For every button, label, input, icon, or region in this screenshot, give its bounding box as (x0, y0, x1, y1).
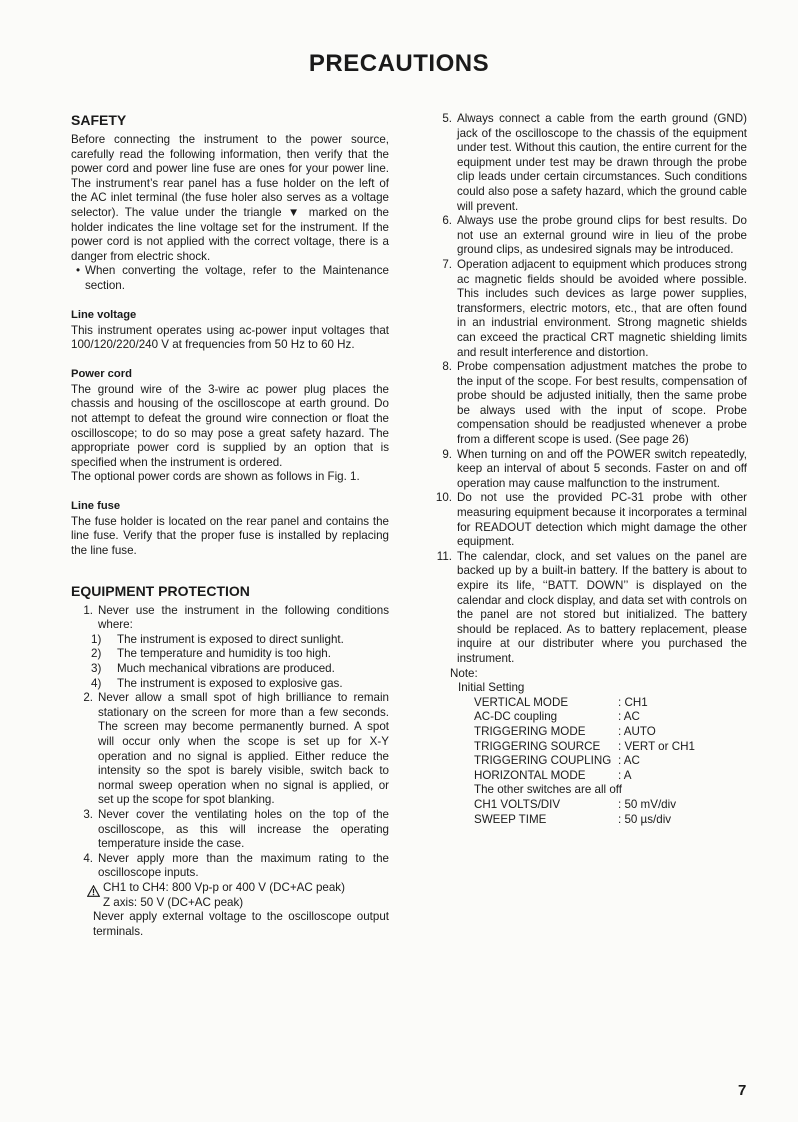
sub-item-text: The instrument is exposed to explosive gas. (117, 676, 343, 690)
setting-value: : 50 mV/div (618, 797, 676, 811)
list-item (71, 604, 389, 633)
power-cord-text: The ground wire of the 3-wire ac power plug places the chassis and housing of the oscilloscope at earth ground. Do not attempt to defeat the ground wire connection or float the oscilloscope; to do so may pose a great safety hazard. The appropriate power cord is supplied by an option that is specified when the instrument is ordered. (71, 382, 389, 469)
setting-row (450, 710, 747, 725)
setting-value: : CH1 (618, 695, 648, 709)
item-number: 8. (442, 360, 452, 374)
item-number: 5. (442, 112, 452, 125)
setting-key: TRIGGERING MODE (474, 724, 586, 738)
page-number: 7 (738, 1082, 747, 1099)
item-text: Do not use the provided PC-31 probe with other measuring equipment because it incorporates a terminal for READOUT detection which might damage the other equipment. (457, 491, 747, 549)
left-column (71, 112, 389, 939)
item-number: 6. (442, 214, 452, 228)
setting-row (450, 696, 747, 711)
item-text: Never allow a small spot of high brilliance to remain stationary on the screen for more than a few seconds. The screen may become permanently burned. A spot will occur only when the scope is set up for X-Y operation and no signal is applied. Either reduce the intensity so the spot is barely visible, switch back to normal sweep operation when no signal is applied, or set up the scope for spot blanking. (98, 691, 389, 807)
list-item (428, 550, 747, 667)
max-rating-block (71, 881, 389, 910)
setting-value: : AC (618, 754, 640, 768)
setting-row (450, 798, 747, 813)
other-switches-note: The other switches are all off (474, 783, 623, 797)
setting-row (450, 769, 747, 784)
item-text: Always use the probe ground clips for best results. Do not use an external ground wire in lieu of the probe ground clips, as undesired signals may be introduced. (457, 214, 747, 257)
setting-key: AC-DC coupling (474, 710, 558, 724)
sub-list-item (71, 633, 389, 648)
item-text: When turning on and off the POWER switch repeatedly, keep an interval of about 5 seconds. Faster on and off operation may cause malfunction to the instrument. (457, 447, 747, 490)
line-voltage-heading: Line voltage (71, 308, 137, 321)
list-item (428, 112, 747, 214)
setting-key: HORIZONTAL MODE (474, 768, 586, 782)
list-item (71, 808, 389, 852)
right-column (428, 112, 747, 827)
item-number: 1. (83, 603, 93, 617)
item-text: The calendar, clock, and set values on the panel are backed up by a built-in battery. If the battery is about to expire its life, ‘‘BATT. DOWN’’ is displayed on the calendar and clock display, and data set with controls on the panel are not stored but initialized. The battery should be replaced. As to battery replacement, please inquire at our distributer where you purchased the instrument. (457, 549, 747, 665)
setting-key: SWEEP TIME (474, 812, 547, 826)
voltage-conversion-bullet (71, 264, 389, 293)
sub-list-item (71, 662, 389, 677)
setting-key: VERTICAL MODE (474, 695, 569, 709)
note-label: Note: (450, 666, 478, 680)
line-fuse-heading: Line fuse (71, 499, 121, 512)
item-number: 3. (83, 807, 93, 821)
setting-value: : A (618, 768, 632, 782)
item-number: 7. (442, 257, 452, 271)
power-cord-options-text: The optional power cords are shown as follows in Fig. 1. (71, 470, 360, 484)
setting-row (450, 754, 747, 769)
setting-value: : VERT or CH1 (618, 739, 695, 753)
sub-item-number: 1) (91, 632, 102, 646)
bullet-icon: • (75, 264, 81, 278)
item-number: 4. (83, 851, 93, 865)
rating-z-axis: Z axis: 50 V (DC+AC peak) (103, 895, 244, 909)
sub-item-number: 2) (91, 647, 102, 661)
sub-item-number: 4) (91, 676, 102, 690)
item-text: Operation adjacent to equipment which produces strong ac magnetic fields should be avoided where possible. This includes such devices as large power supplies, transformers, electric motors, etc., that are often found in an industrial environment. Strong magnetic shields can exceed the practical CRT magnetic shielding limits and result interference and distortion. (457, 257, 747, 359)
item-text: Never apply more than the maximum rating to the oscilloscope inputs. (98, 851, 389, 880)
item-text: Never use the instrument in the following conditions where: (98, 603, 389, 632)
setting-value: : AC (618, 710, 640, 724)
setting-row (450, 813, 747, 828)
equipment-protection-heading: EQUIPMENT PROTECTION (71, 582, 250, 599)
sub-list-item (71, 647, 389, 662)
item-text: Probe compensation adjustment matches the probe to the input of the scope. For best results, compensation of probe should be adjusted initially, then the same probe be always used with the input of scope. Probe compensation should be readjusted whenever a probe from a different scope is used. (See page 26) (457, 360, 747, 447)
list-item (428, 360, 747, 448)
list-item (428, 214, 747, 258)
item-number: 11. (436, 549, 452, 563)
setting-value: : 50 µs/div (618, 812, 672, 826)
safety-heading: SAFETY (71, 112, 127, 128)
setting-key: TRIGGERING COUPLING (474, 754, 612, 768)
sub-list-item (71, 677, 389, 692)
item-text: Always connect a cable from the earth ground (GND) jack of the oscilloscope to the chassis of the equipment under test. Without this caution, the entire current for the equipment under test may be drawn through the probe clip leads under certain circumstances. Such conditions could also pose a safety hazard, which the ground cable will prevent. (457, 112, 747, 213)
list-item (71, 852, 389, 881)
item-number: 2. (83, 691, 93, 705)
rating-ch1-ch4: CH1 to CH4: 800 Vp-p or 400 V (DC+AC peak) (103, 880, 345, 894)
sub-item-text: The temperature and humidity is too high. (117, 647, 331, 661)
setting-key: CH1 VOLTS/DIV (474, 797, 561, 811)
sub-item-text: The instrument is exposed to direct sunlight. (117, 632, 344, 646)
initial-settings-block (428, 667, 747, 828)
line-fuse-text: The fuse holder is located on the rear panel and contains the line fuse. Verify that the proper fuse is installed by replacing the line fuse. (71, 514, 389, 558)
page-title: PRECAUTIONS (308, 50, 490, 77)
line-voltage-text: This instrument operates using ac-power input voltages that 100/120/220/240 V at frequencies from 50 Hz to 60 Hz. (71, 323, 389, 352)
list-item (428, 258, 747, 360)
setting-key: TRIGGERING SOURCE (474, 739, 601, 753)
power-cord-heading: Power cord (71, 367, 132, 380)
item-text: Never cover the ventilating holes on the top of the oscilloscope, as this will increase the operating temperature inside the case. (98, 807, 389, 851)
item-number: 9. (442, 447, 452, 461)
setting-row (450, 725, 747, 740)
external-voltage-text: Never apply external voltage to the oscilloscope output terminals. (93, 910, 389, 938)
warning-triangle-icon (87, 881, 103, 910)
rating-lines (103, 881, 345, 910)
setting-row (450, 740, 747, 755)
safety-intro: Before connecting the instrument to the power source, carefully read the following information, then verify that the power cord and power line fuse are ones for your power line. The instrument’s rear panel has a fuse holder on the left of the AC inlet terminal (the fuse holer also serves as a voltage selector). The value under the triangle ▼ marked on the holder indicates the line voltage set for the instrument. If the power cord is not applied with the correct voltage, there is a danger from electric shock. (71, 133, 389, 263)
sub-item-text: Much mechanical vibrations are produced. (117, 662, 335, 676)
initial-setting-title: Initial Setting (458, 681, 525, 695)
sub-item-number: 3) (91, 662, 102, 676)
list-item (428, 491, 747, 549)
list-item (428, 448, 747, 492)
setting-value: : AUTO (618, 724, 656, 738)
list-item (71, 691, 389, 808)
bullet-text: When converting the voltage, refer to the Maintenance section. (85, 264, 389, 292)
item-number: 10. (435, 491, 452, 505)
